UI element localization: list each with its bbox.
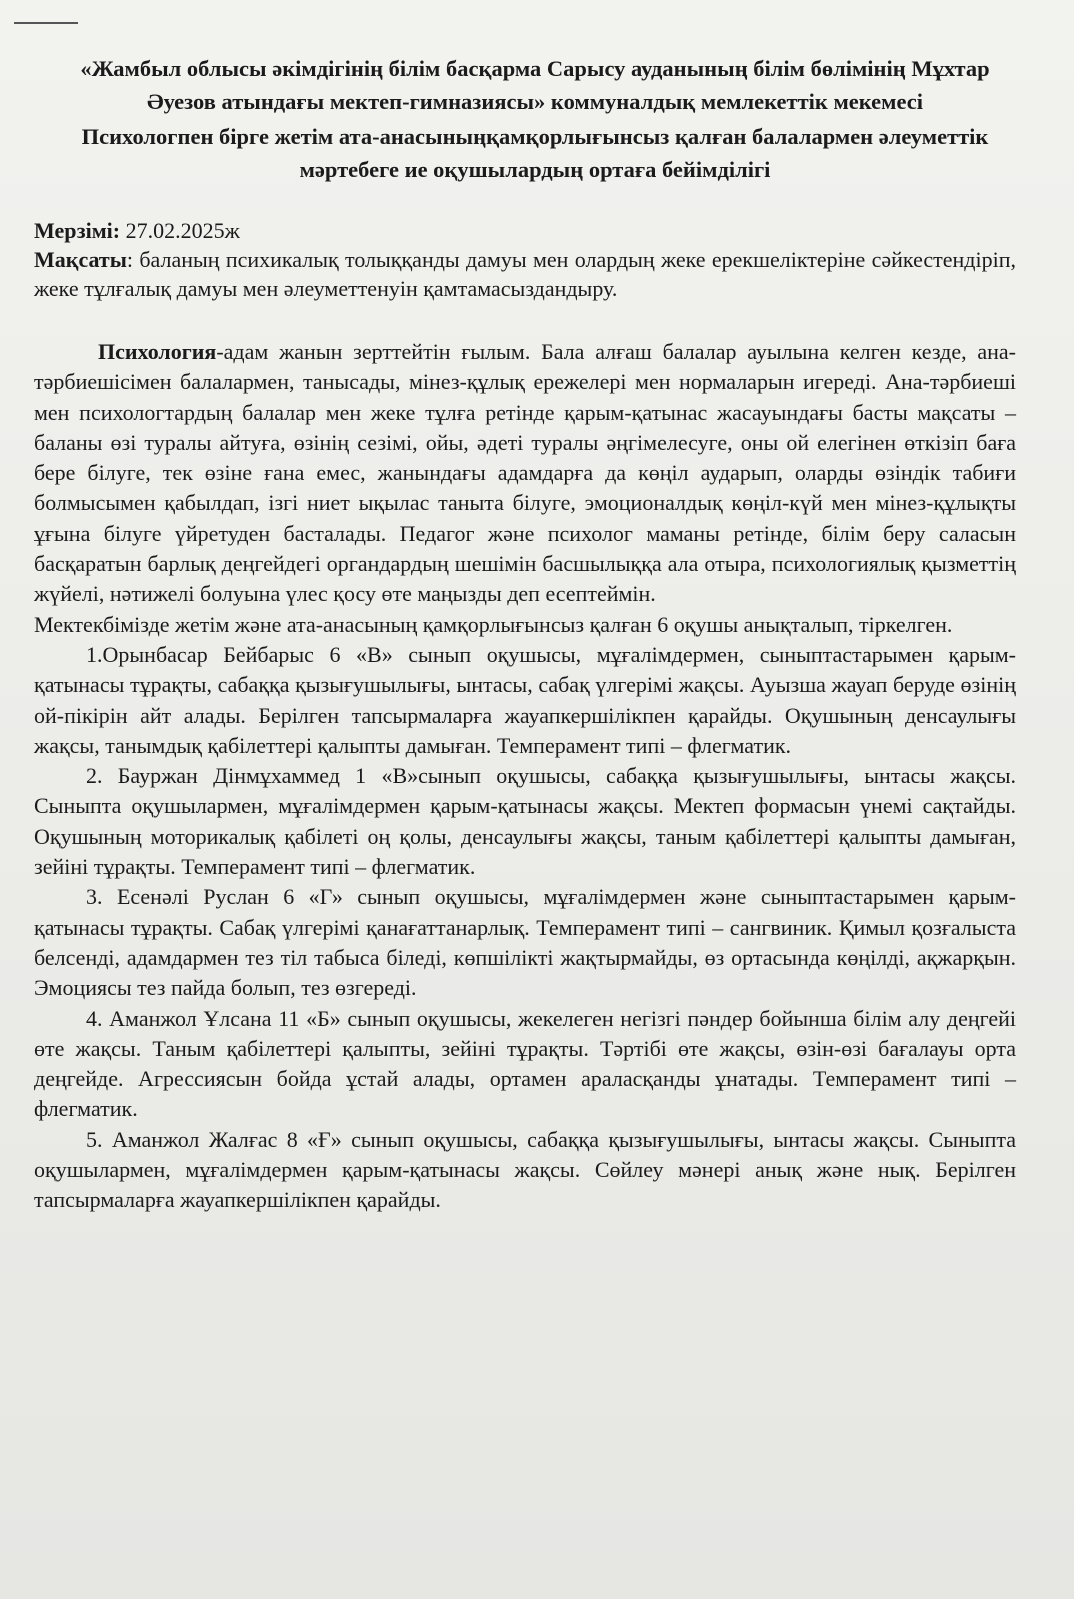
intro-paragraph [34, 337, 1016, 610]
goal-text: : баланың психикалық толыққанды дамуы мен олардың жеке ерекшеліктеріне сәйкестендіріп, жеке тұлғалық дамуы мен әлеуметтенуін қамтамасыздандыру. [34, 247, 1016, 301]
student-paragraph-4: 4. Аманжол Ұлсана 11 «Б» сынып оқушысы, жекелеген негізгі пәндер бойынша білім алу деңгейі өте жақсы. Таным қабілеттері қалыпты, зейіні тұрақты. Тәртібі өте жақсы, өзін-өзі бағалауы орта деңгейде. Агрессиясын бойда ұстай алады, ортамен араласқанды ұнатады. Темперамент типі – флегматик. [34, 1005, 1016, 1122]
goal-line [34, 245, 1016, 303]
student-paragraph-5: 5. Аманжол Жалғас 8 «Ғ» сынып оқушысы, сабаққа қызығушылығы, ынтасы жақсы. Сыныпта оқушылармен, мұғалімдермен қарым-қатынасы жақсы. Сөйлеу мәнері анық және нық. Берілген тапсырмаларға жауапкершілікпен қарайды. [34, 1126, 1016, 1213]
institution-heading: «Жамбыл облысы әкімдігінің білім басқарма Сарысу ауданының білім бөлімінің Мұхтар Әуезов атындағы мектеп-гимназиясы» коммуналдық мемлекеттік мекемесі [80, 56, 990, 114]
student-paragraph-3: 3. Есенәлі Руслан 6 «Г» сынып оқушысы, мұғалімдермен және сыныптастарымен қарым-қатынасы тұрақты. Сабақ үлгерімі қанағаттанарлық. Темперамент типі – сангвиник. Қимыл қозғалыста белсенді, адамдармен тез тіл табыса біледі, көпшілікті жақтырмайды, өз ортасында көңілді, ақжарқын. Эмоциясы тез пайда болып, тез өзгереді. [34, 884, 1016, 1001]
pen-mark [14, 22, 78, 24]
intro-text: -адам жанын зерттейтін ғылым. Бала алғаш балалар ауылына келген кезде, ана-тәрбиешісімен балалармен, танысады, мінез-құлық ережелері мен нормаларын игереді. Ана-тәрбиеші мен психологтардың балалар мен жеке тұлға ретінде қарым-қатынас жасауындағы басты мақсаты – баланы өзі туралы айтуға, өзінің сезімі, ойы, әдеті туралы әңгімелесуге, оны ой елегінен өткізіп баға бере білуге, тек өзіне ғана емес, жанындағы адамдарға да көңіл аударып, оларды өзіндік табиғи болмысымен қабылдап, ізгі ниет ықылас таныта білуге, эмоционалдық көңіл-күй мен мінез-құлықты ұғына білуге үйретуден басталады. Педагог және психолог маманы ретінде, білім беру саласын басқаратын барлық деңгейдегі органдардың шешімін басшылыққа ала отыра, психологиялық қызметтің жүйелі, нәтижелі болуына үлес қосу өте маңызды деп есептеймін. [34, 339, 1016, 607]
goal-label: Мақсаты [34, 247, 127, 272]
intro-term: Психология [98, 339, 217, 364]
date-value: 27.02.2025ж [120, 218, 240, 243]
summary-paragraph: Мектекбімізде жетім және ата-анасының қамқорлығынсыз қалған 6 оқушы анықталып, тіркелген. [34, 611, 953, 637]
date-line [34, 216, 1016, 245]
date-label: Мерзімі: [34, 218, 121, 243]
student-paragraph-1: 1.Орынбасар Бейбарыс 6 «В» сынып оқушысы, мұғалімдермен, сыныптастарымен қарым-қатынасы тұрақты, сабаққа қызығушылығы, ынтасы, сабақ үлгерімі жақсы. Ауызша жауап беруде өзінің ой-пікірін айт алады. Берілген тапсырмаларға жауапкершілікпен қарайды. Оқушының денсаулығы жақсы, танымдық қабілеттері қалыпты дамыған. Темперамент типі – флегматик. [34, 641, 1016, 758]
document-body [34, 337, 1016, 1216]
meta-block [34, 216, 1016, 303]
topic-heading: Психологпен бірге жетім ата-анасыныңқамқорлығынсыз қалған балалармен әлеуметтік мәртебеге ие оқушылардың ортаға бейімділігі [81, 124, 989, 182]
student-paragraph-2: 2. Бауржан Дінмұхаммед 1 «В»сынып оқушысы, сабаққа қызығушылығы, ынтасы жақсы. Сыныпта оқушылармен, мұғалімдермен қарым-қатынасы жақсы. Мектеп формасын үнемі сақтайды. Оқушының моторикалық қабілеті оң қолы, денсаулығы жақсы, таным қабілеттері қалыпты дамыған, зейіні тұрақты. Темперамент типі – флегматик. [34, 763, 1016, 880]
